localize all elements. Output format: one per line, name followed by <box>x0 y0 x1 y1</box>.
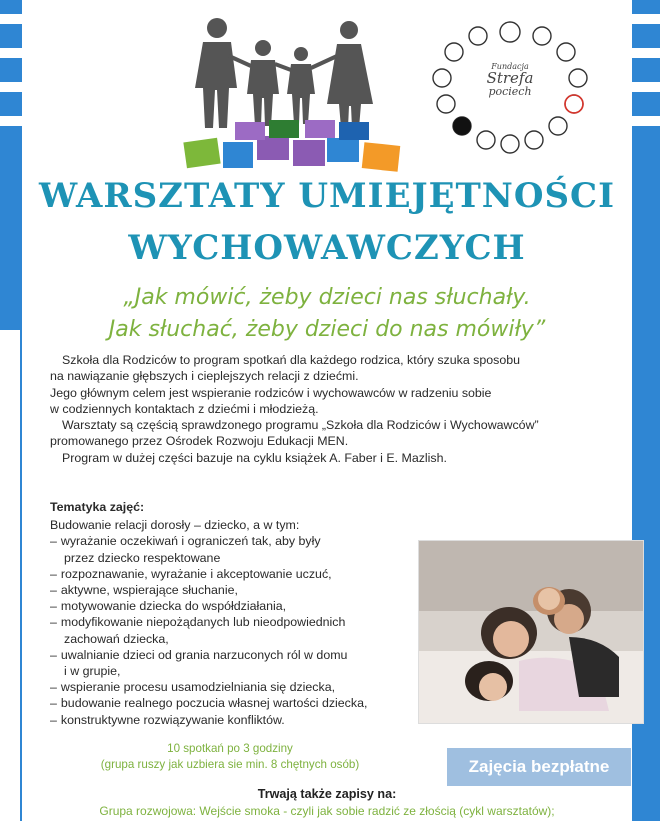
topics-list <box>50 533 430 727</box>
topic-text: wspieranie procesu usamodzielniania się dziecka, <box>60 680 336 695</box>
frame-stripe <box>632 116 660 126</box>
bullet-dash: – <box>50 696 57 711</box>
family-photo <box>418 540 644 724</box>
topic-text: motywowanie dziecka do współdziałania, <box>60 599 287 614</box>
topic-text-cont: przez dziecko respektowane <box>64 550 221 565</box>
logo-line1: Strefa <box>486 69 534 87</box>
development-group-text: Grupa rozwojowa: Wejście smoka - czyli jak sobie radzić ze złością (cykl warsztatów); <box>99 804 555 818</box>
intro-p1-l1: Szkoła dla Rodziców to program spotkań dla każdego rodzica, który szuka sposobu <box>62 353 521 367</box>
frame-stripe <box>632 82 660 92</box>
meetings-line1: 10 spotkań po 3 godziny <box>167 742 293 755</box>
topic-text-cont: i w grupie, <box>64 664 121 679</box>
topic-item <box>50 614 430 646</box>
intro-p3-l1: Warsztaty są częścią sprawdzonego programu „Szkoła dla Rodziców i Wychowawców” <box>62 418 539 433</box>
intro-text <box>50 352 620 466</box>
topic-item <box>50 712 430 728</box>
frame-stripe <box>632 48 660 58</box>
meetings-line2: (grupa ruszy jak uzbiera sie min. 8 chętnych osób) <box>100 758 360 771</box>
topic-text: aktywne, wspierające słuchanie, <box>60 583 238 598</box>
topic-text-cont: zachowań dziecka, <box>64 631 169 646</box>
intro-p2-l1: Jego głównym celem jest wspieranie rodziców i wychowawców w radzeniu sobie <box>50 385 492 400</box>
topics-heading: Tematyka zajęć: <box>50 500 145 514</box>
subtitle-quote <box>22 282 632 346</box>
intro-p4: Program w dużej części bazuje na cyklu książek A. Faber i E. Mazlish. <box>62 450 447 465</box>
bullet-dash: – <box>50 647 57 662</box>
topic-item <box>50 533 430 565</box>
topic-item <box>50 582 430 598</box>
bullet-dash: – <box>50 599 57 614</box>
topic-text: uwalnianie dzieci od grania narzuconych ról w domu <box>60 647 348 662</box>
title-line1: WARSZTATY UMIEJĘTNOŚCI <box>38 176 615 216</box>
title-line2: WYCHOWAWCZYCH <box>128 228 526 268</box>
topic-text: konstruktywne rozwiązywanie konfliktów. <box>60 712 285 727</box>
topic-item <box>50 566 430 582</box>
frame-stripe <box>632 14 660 24</box>
logo-line2: pociech <box>488 85 532 98</box>
bullet-dash: – <box>50 566 57 581</box>
strefa-logo-text <box>470 62 550 98</box>
quote-line1: „Jak mówić, żeby dzieci nas słuchały. <box>123 285 531 310</box>
topic-item <box>50 647 430 679</box>
quote-line2: Jak słuchać, żeby dzieci do nas mówiły” <box>108 317 546 342</box>
free-classes-badge: Zajęcia bezpłatne <box>447 748 631 786</box>
family-puzzle-logo <box>165 14 425 184</box>
intro-p2-l2: w codziennych kontaktach z dziećmi i młodzieżą. <box>50 401 319 416</box>
topic-item <box>50 598 430 614</box>
topic-text: modyfikowanie niepożądanych lub nieodpowiednich <box>60 615 346 630</box>
puzzle-pieces-icon <box>183 120 400 172</box>
topic-text: budowanie realnego poczucia własnej wartości dziecka, <box>60 696 368 711</box>
bullet-dash: – <box>50 583 57 598</box>
topic-item <box>50 679 430 695</box>
logo-prefix: Fundacja <box>491 62 529 71</box>
page-title <box>22 170 632 274</box>
bullet-dash: – <box>50 615 57 630</box>
intro-p1-l2: na nawiązanie głębszych i cieplejszych relacji z dziećmi. <box>50 369 359 384</box>
topic-text: wyrażanie oczekiwań i ograniczeń tak, aby były <box>60 534 321 549</box>
family-silhouette-icon <box>195 18 373 128</box>
bullet-dash: – <box>50 712 57 727</box>
frame-lower <box>0 330 20 821</box>
bullet-dash: – <box>50 534 57 549</box>
topics-lead: Budowanie relacji dorosły – dziecko, a w tym: <box>50 518 300 533</box>
topic-text: rozpoznawanie, wyrażanie i akceptowanie uczuć, <box>60 566 332 581</box>
enrollment-heading: Trwają także zapisy na: <box>257 787 397 801</box>
topics-section <box>50 499 430 728</box>
meetings-info <box>70 741 390 773</box>
intro-p3-l2: promowanego przez Ośrodek Rozwoju Edukacji MEN. <box>50 434 349 449</box>
bullet-dash: – <box>50 680 57 695</box>
topic-item <box>50 695 430 711</box>
